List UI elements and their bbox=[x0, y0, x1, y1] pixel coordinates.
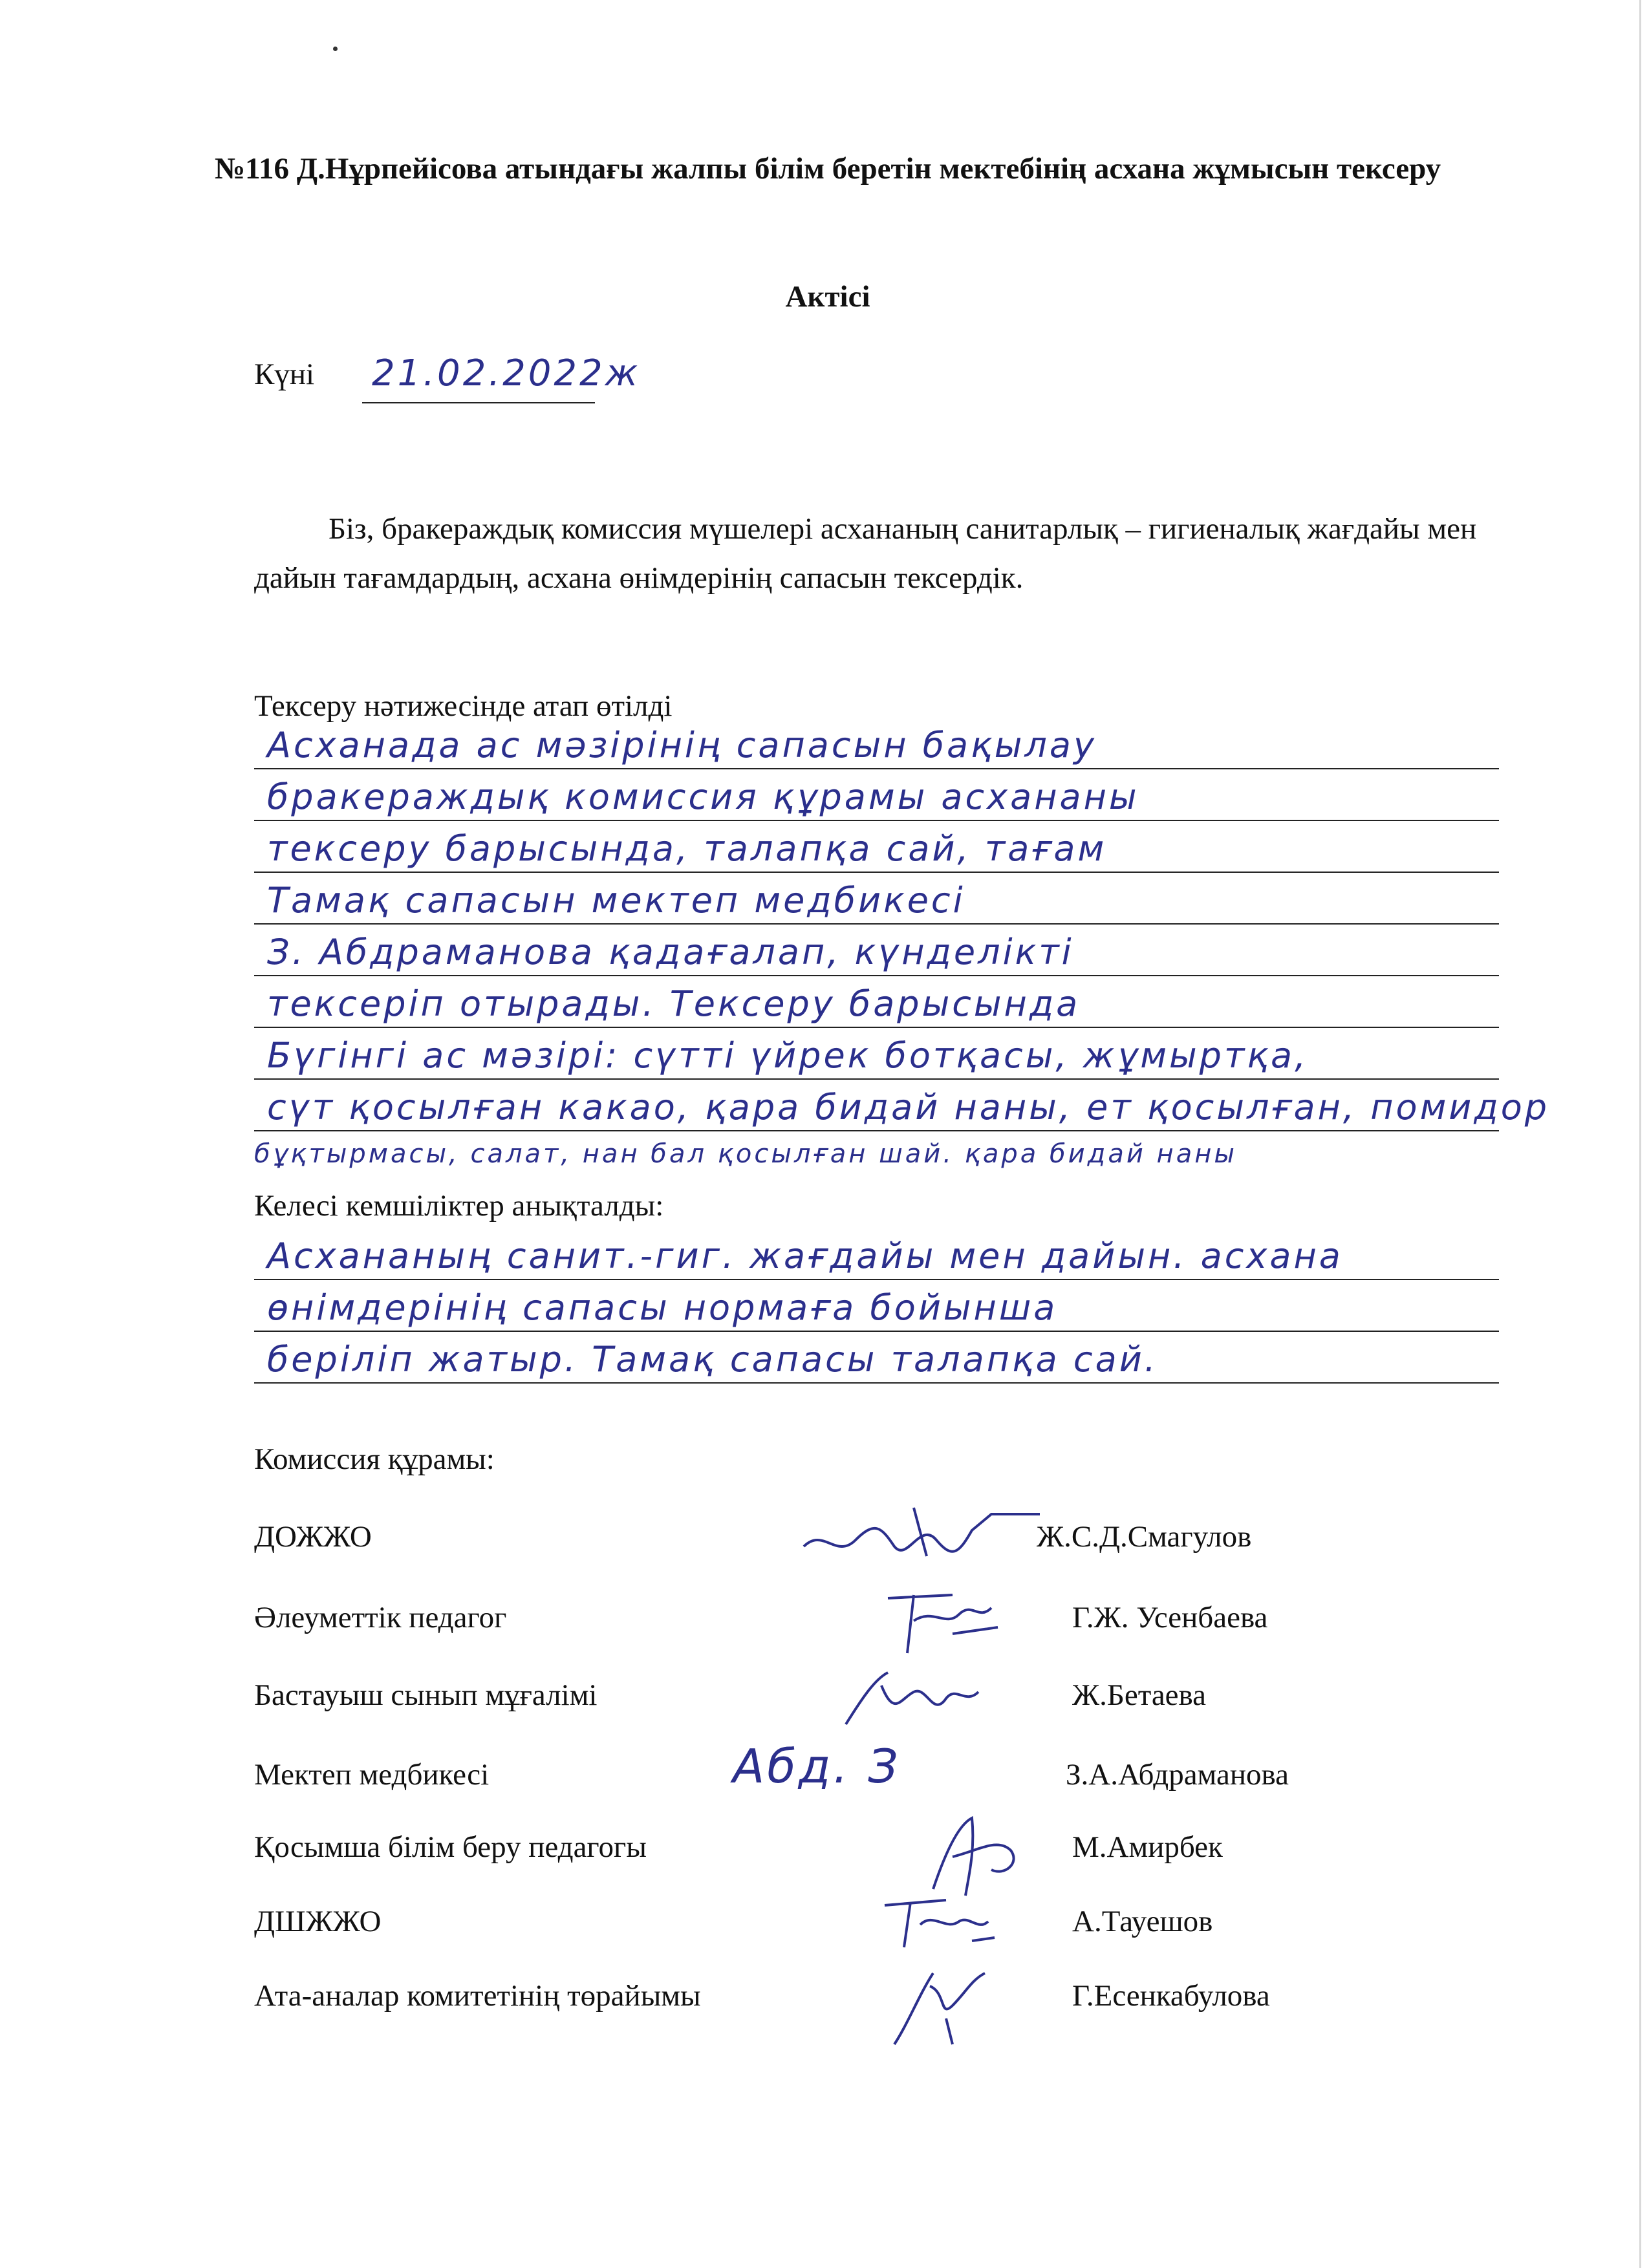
member-name: Ж.С.Д.Смагулов bbox=[1037, 1520, 1252, 1554]
findings-line: Асханада ас мәзірінің сапасын бақылау bbox=[254, 718, 1499, 769]
member-name: М.Амирбек bbox=[1072, 1830, 1223, 1864]
member-row bbox=[254, 1830, 1483, 1875]
findings-line: Бүгінгі ас мәзірі: сүтті үйрек ботқасы, жұмыртқа, bbox=[254, 1028, 1499, 1080]
member-name: А.Тауешов bbox=[1072, 1905, 1213, 1938]
member-name: Г.Ж. Усенбаева bbox=[1072, 1601, 1268, 1634]
findings-lines bbox=[254, 718, 1550, 1169]
document-title: №116 Д.Нұрпейісова атындағы жалпы білім беретін мектебінің асхана жұмысын тексеру bbox=[214, 152, 1441, 186]
commission-label: Комиссия құрамы: bbox=[254, 1442, 495, 1476]
findings-overflow-line: бұқтырмасы, салат, нан бал қосылған шай. қара бидай наны bbox=[254, 1139, 1237, 1169]
deficiencies-line: Асхананың санит.-гиг. жағдайы мен дайын. асхана bbox=[254, 1228, 1499, 1280]
deficiencies-lines bbox=[254, 1228, 1499, 1384]
member-role: Ата-аналар комитетінің төрайымы bbox=[254, 1979, 701, 2013]
findings-label: Тексеру нәтижесінде атап өтілді bbox=[254, 689, 673, 723]
member-role: ДШЖЖО bbox=[254, 1905, 382, 1938]
member-name: Ж.Бетаева bbox=[1072, 1678, 1206, 1712]
member-row bbox=[254, 1904, 1483, 1949]
ink-dot bbox=[333, 47, 338, 51]
member-role: Мектеп медбикесі bbox=[254, 1758, 490, 1792]
signature-image bbox=[797, 1501, 1043, 1572]
findings-line: бракераждық комиссия құрамы асхананы bbox=[254, 769, 1499, 821]
member-row bbox=[254, 1519, 1483, 1565]
deficiencies-label: Келесі кемшіліктер анықталды: bbox=[254, 1189, 664, 1223]
signature-image bbox=[875, 1960, 1004, 2051]
findings-line: тексеріп отырады. Тексеру барысында bbox=[254, 976, 1499, 1028]
findings-line: З. Абдраманова қадағалап, күнделікті bbox=[254, 925, 1499, 976]
member-name: З.А.Абдраманова bbox=[1066, 1758, 1289, 1792]
member-role: Қосымша білім беру педагогы bbox=[254, 1830, 647, 1864]
date-value: 21.02.2022ж bbox=[372, 352, 641, 394]
findings-line: тексеру барысында, талапқа сай, тағам bbox=[254, 821, 1499, 873]
deficiencies-line: өнімдерінің сапасы нормаға бойынша bbox=[254, 1280, 1499, 1332]
member-role: Әлеуметтік педагог bbox=[254, 1601, 507, 1634]
intro-paragraph: Біз, бракераждық комиссия мүшелері асхананың санитарлық – гигиеналық жағдайы мен дайын тағамдардың, асхана өнімдерінің сапасын тексердік. bbox=[254, 512, 1477, 595]
member-row bbox=[254, 1600, 1483, 1645]
member-name: Г.Есенкабулова bbox=[1072, 1979, 1270, 2013]
member-role: Бастауыш сынып мұғалімі bbox=[254, 1678, 598, 1712]
member-role: ДОЖЖО bbox=[254, 1520, 372, 1554]
signature-text: Абд. З bbox=[733, 1739, 901, 1793]
date-underline bbox=[362, 402, 595, 403]
document-subtitle: Актісі bbox=[785, 280, 870, 314]
findings-line: Тамақ сапасын мектеп медбикесі bbox=[254, 873, 1499, 925]
deficiencies-line: беріліп жатыр. Тамақ сапасы талапқа сай. bbox=[254, 1332, 1499, 1384]
date-label: Күні bbox=[254, 358, 315, 391]
signature-image bbox=[875, 1582, 1004, 1660]
signature-image bbox=[836, 1660, 985, 1737]
signature-image bbox=[875, 1886, 1004, 1957]
member-row bbox=[254, 1978, 1483, 2024]
scan-edge bbox=[1639, 0, 1641, 2268]
member-row bbox=[254, 1678, 1483, 1723]
member-row bbox=[254, 1739, 1483, 1803]
findings-line: сүт қосылған какао, қара бидай наны, ет қосылған, помидор bbox=[254, 1080, 1499, 1131]
